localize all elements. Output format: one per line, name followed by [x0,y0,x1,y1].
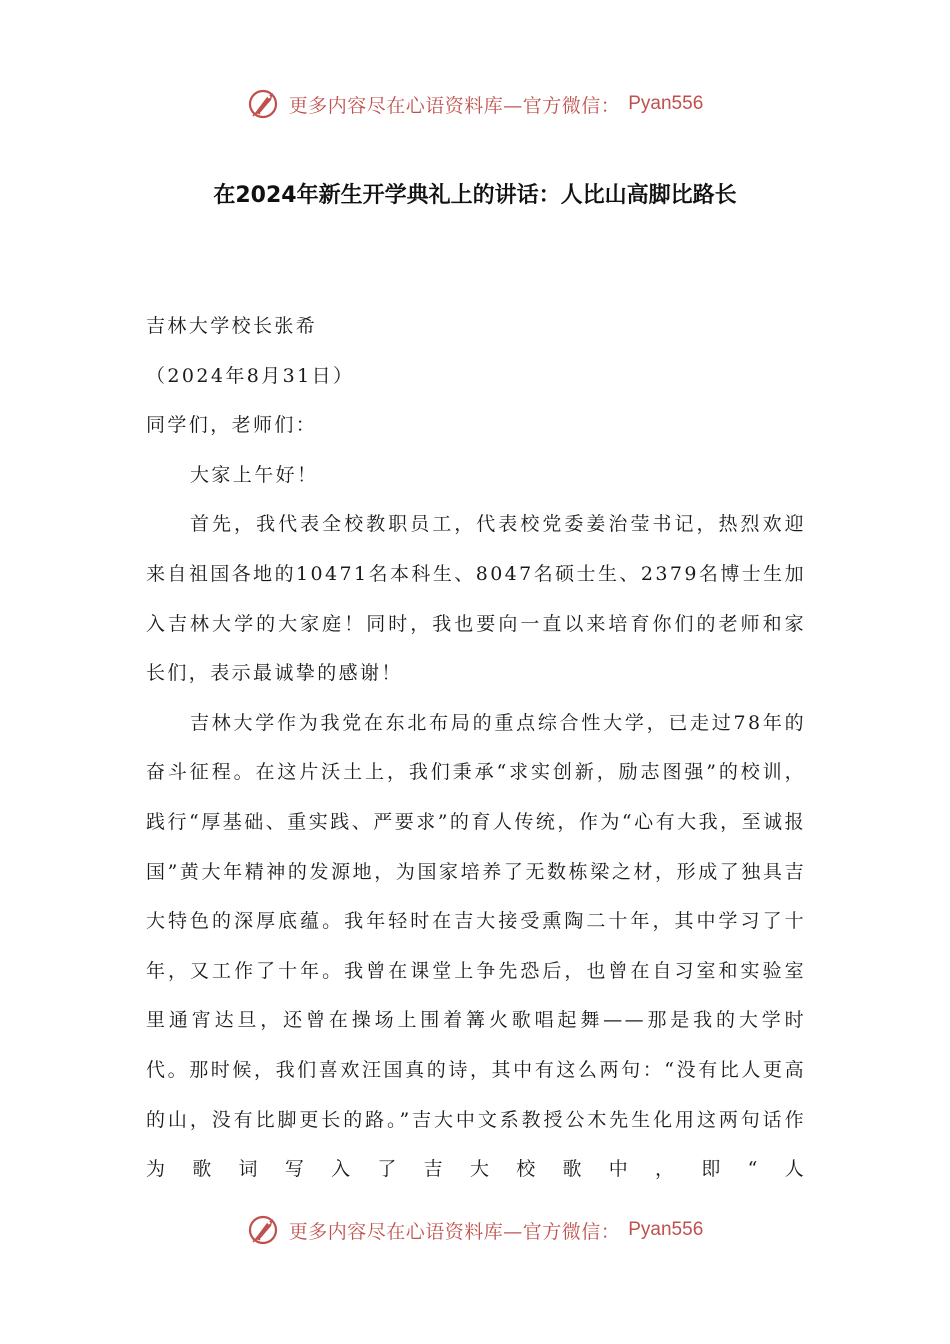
header-banner [0,84,950,124]
salutation: 同学们，老师们： [146,414,318,437]
pen-nib-logo-icon [247,1213,281,1247]
date-line: （2024年8月31日） [146,364,355,387]
paragraph-2: 吉林大学作为我党在东北布局的重点综合性大学，已走过78年的奋斗征程。在这片沃土上，我们秉承“求实创新，励志图强”的校训，践行“厚基础、重实践、严要求”的育人传统，作为“心有大我，至诚报国”黄大年精神的发源地，为国家培养了无数栋梁之材，形成了独具吉大特色的深厚底蕴。我年轻时在吉大接受熏陶二十年，其中学习了十年，又工作了十年。我曾在课堂上争先恐后，也曾在自习室和实验室里通宵达旦，还曾在操场上围着篝火歌唱起舞——那是我的大学时代。那时候，我们喜欢汪国真的诗，其中有这么两句：“没有比人更高的山，没有比脚更长的路。”吉大中文系教授公木先生化用这两句话作为歌词写入了吉大校歌中，即“人 [146,711,806,1181]
author-line: 吉林大学校长张希 [146,315,318,337]
greeting: 大家上午好！ [190,463,319,486]
document-body [146,302,806,1195]
paragraph-1: 首先，我代表全校教职员工，代表校党委姜治莹书记，热烈欢迎来自祖国各地的10471名本科生、8047名硕士生、2379名博士生加入吉林大学的大家庭！同时，我也要向一直以来培育你们的老师和家长们，表示最诚挚的感谢！ [146,513,806,685]
header-wechat-id: Pyan556 [628,93,704,114]
footer-banner [0,1210,950,1250]
document-title: 在2024年新生开学典礼上的讲话：人比山高脚比路长 [213,183,737,208]
footer-banner-text: 更多内容尽在心语资料库—官方微信： [288,1220,621,1243]
pen-nib-logo-icon [247,87,281,121]
header-banner-text: 更多内容尽在心语资料库—官方微信： [288,94,621,117]
footer-wechat-id: Pyan556 [628,1219,704,1240]
